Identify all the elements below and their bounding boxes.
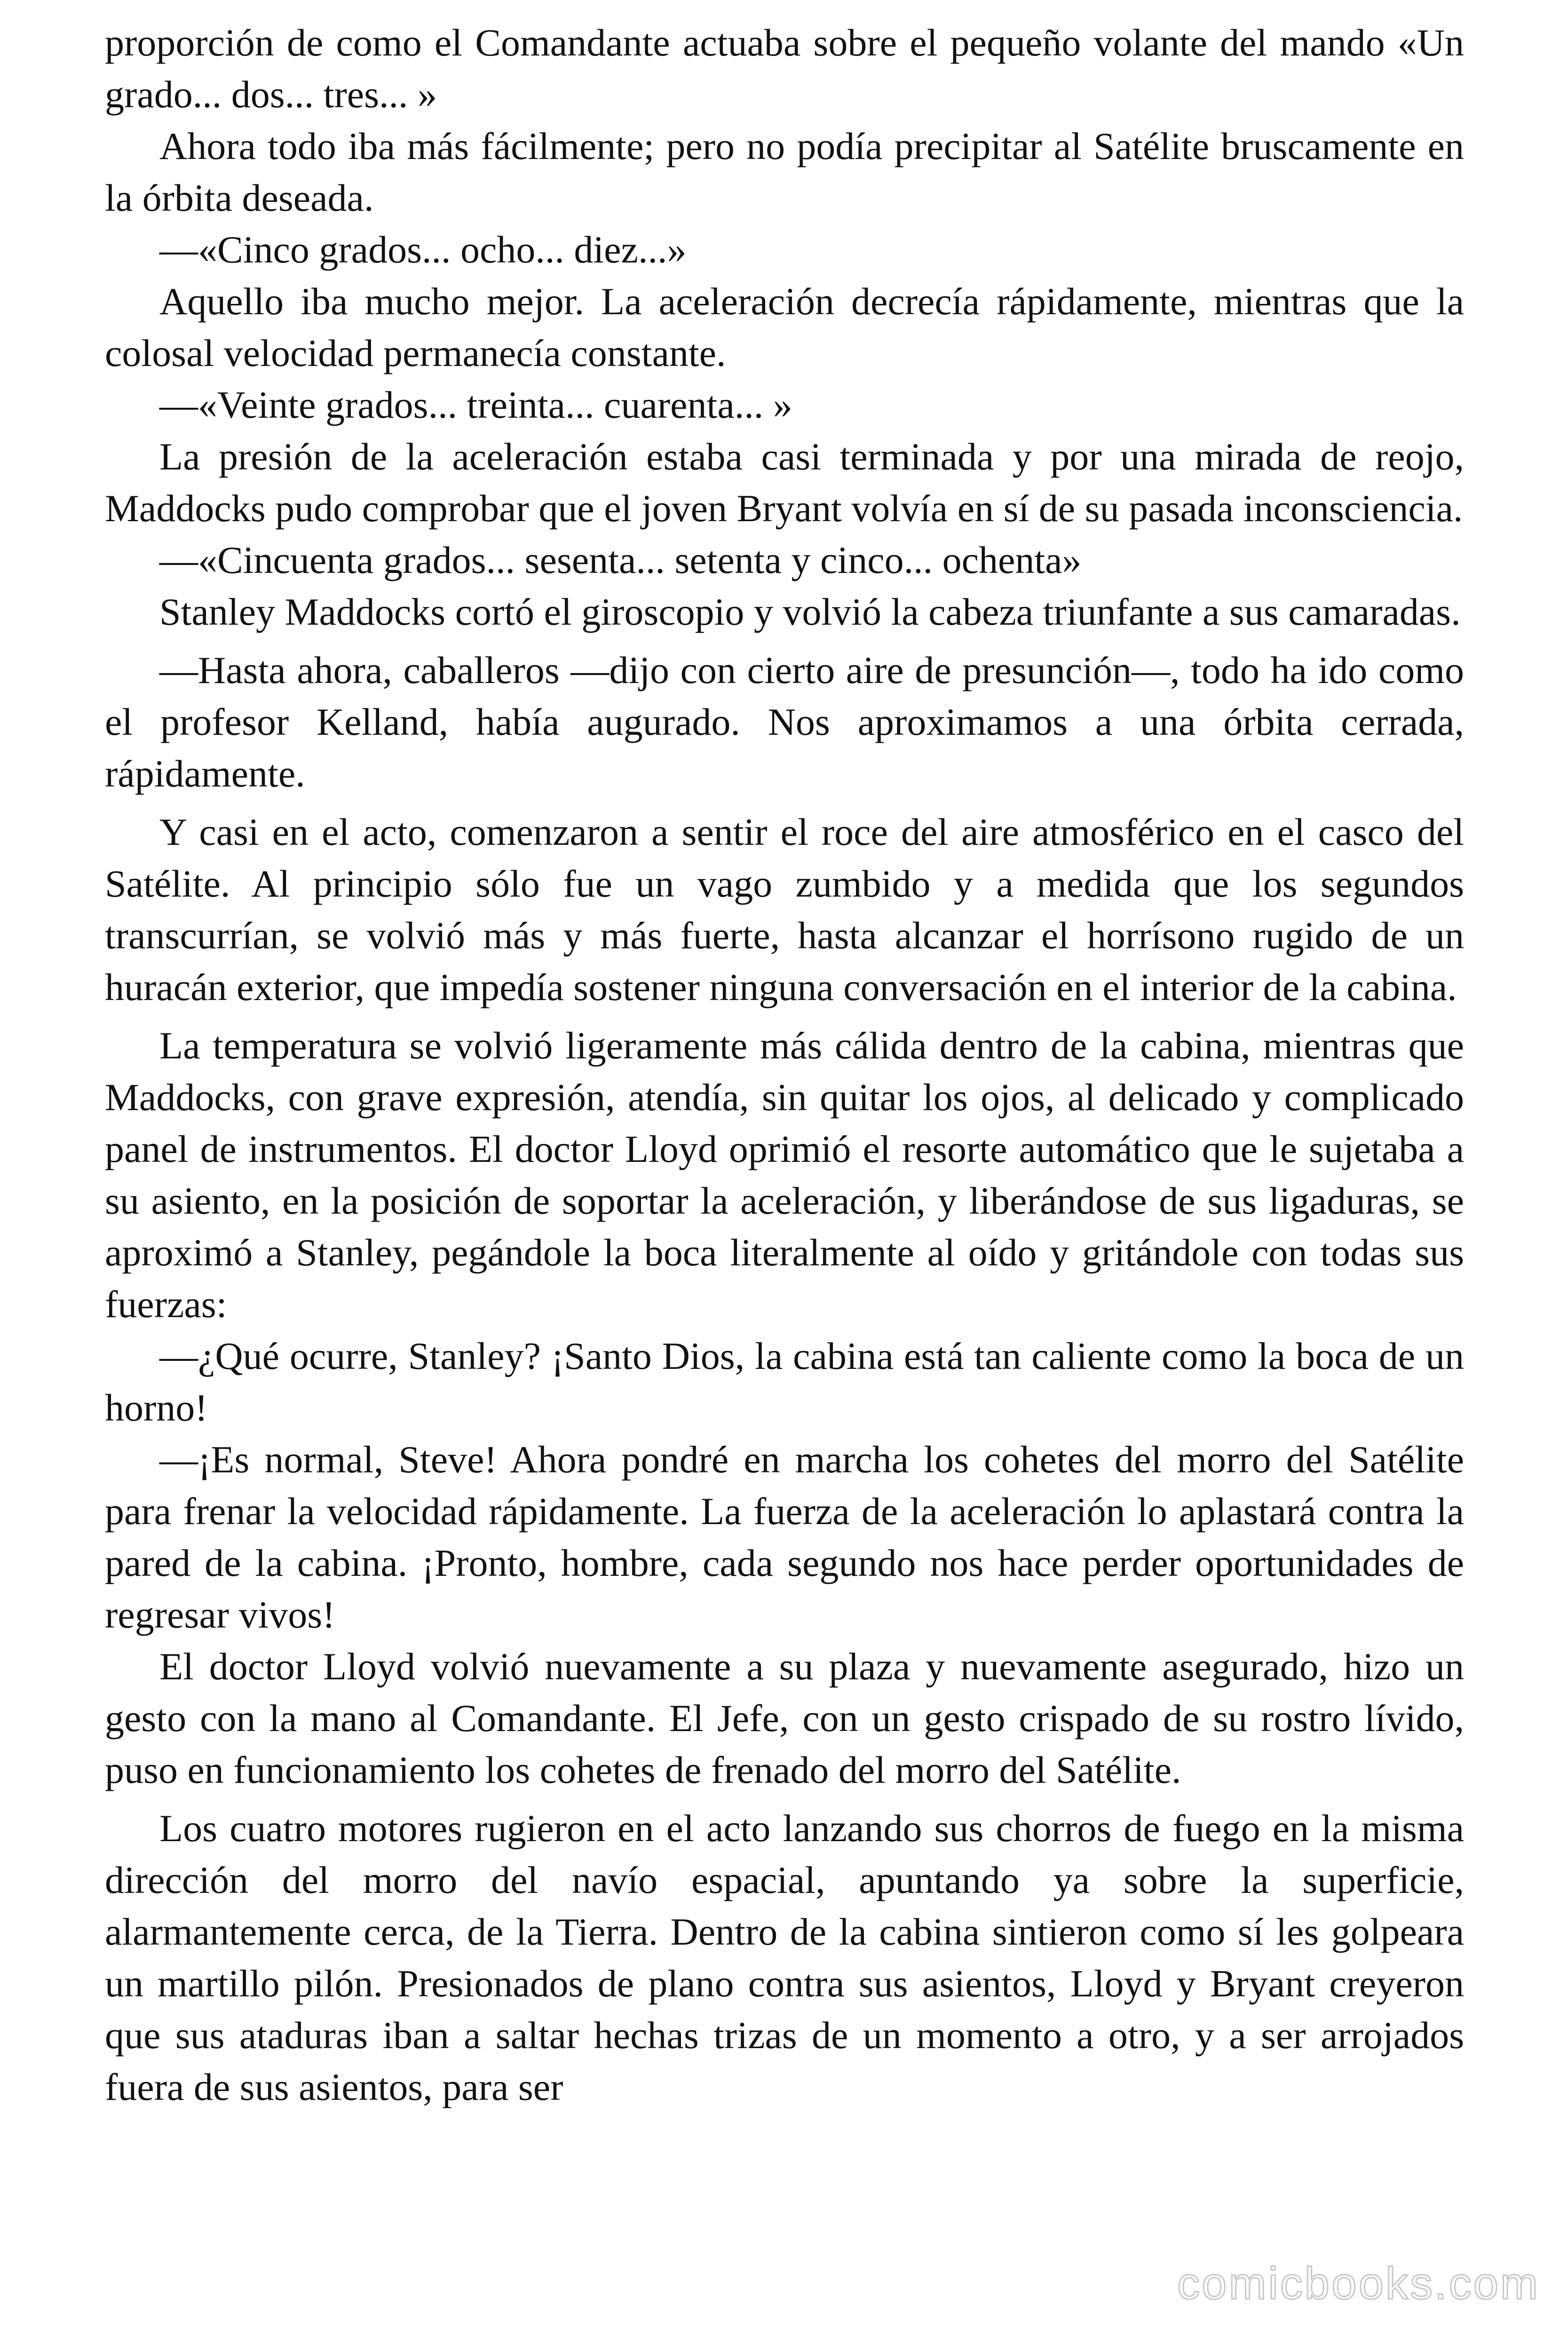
- paragraph-10: Y casi en el acto, comenzaron a sentir el roce del aire atmosférico en el casco del Satélite. Al principio sólo fue un vago zumbido y a medida que los segundos transcurrían, se volvió más y más fuerte, hasta alcanzar el horrísono rugido de un huracán exterior, que impedía sostener ninguna conversación en el interior de la cabina.: [105, 810, 1464, 1009]
- paragraph-12: —¿Qué ocurre, Stanley? ¡Santo Dios, la cabina está tan caliente como la boca de un horno!: [105, 1335, 1464, 1429]
- paragraph-6: La presión de la aceleración estaba casi terminada y por una mirada de reojo, Maddocks pudo comprobar que el joven Bryant volvía en sí de su pasada inconsciencia.: [105, 435, 1464, 530]
- paragraph-8: Stanley Maddocks cortó el giroscopio y volvió la cabeza triunfante a sus camaradas.: [159, 590, 1461, 633]
- paragraph-4: Aquello iba mucho mejor. La aceleración decrecía rápidamente, mientras que la colosal velocidad permanecía constante.: [105, 280, 1464, 374]
- paragraph-13: —¡Es normal, Steve! Ahora pondré en marcha los cohetes del morro del Satélite para frenar la velocidad rápidamente. La fuerza de la aceleración lo aplastará contra la pared de la cabina. ¡Pronto, hombre, cada segundo nos hace perder oportunidades de regresar vivos!: [105, 1438, 1464, 1636]
- paragraph-5: —«Veinte grados... treinta... cuarenta... »: [159, 383, 792, 426]
- paragraph-1: proporción de como el Comandante actuaba sobre el pequeño volante del mando «Un grado... dos... tres... »: [105, 21, 1464, 116]
- paragraph-3: —«Cinco grados... ocho... diez...»: [159, 228, 687, 271]
- paragraph-2: Ahora todo iba más fácilmente; pero no podía precipitar al Satélite bruscamente en la órbita deseada.: [105, 125, 1464, 219]
- paragraph-15: Los cuatro motores rugieron en el acto lanzando sus chorros de fuego en la misma dirección del morro del navío espacial, apuntando ya sobre la superficie, alarmantemente cerca, de la Tierra. Dentro de la cabina sintieron como sí les golpeara un martillo pilón. Presionados de plano contra sus asientos, Lloyd y Bryant creyeron que sus ataduras iban a saltar hechas trizas de un momento a otro, y a ser arrojados fuera de sus asientos, para ser: [105, 1807, 1464, 2108]
- paragraph-9: —Hasta ahora, caballeros —dijo con cierto aire de presunción—, todo ha ido como el profesor Kelland, había augurado. Nos aproximamos a una órbita cerrada, rápidamente.: [105, 649, 1464, 795]
- paragraph-11: La temperatura se volvió ligeramente más cálida dentro de la cabina, mientras que Maddocks, con grave expresión, atendía, sin quitar los ojos, al delicado y complicado panel de instrumentos. El doctor Lloyd oprimió el resorte automático que le sujetaba a su asiento, en la posición de soportar la aceleración, y liberándose de sus ligaduras, se aproximó a Stanley, pegándole la boca literalmente al oído y gritándole con todas sus fuerzas:: [105, 1024, 1464, 1326]
- paragraph-14: El doctor Lloyd volvió nuevamente a su plaza y nuevamente asegurado, hizo un gesto con la mano al Comandante. El Jefe, con un gesto crispado de su rostro lívido, puso en funcionamiento los cohetes de frenado del morro del Satélite.: [105, 1645, 1464, 1791]
- paragraph-7: —«Cincuenta grados... sesenta... setenta y cinco... ochenta»: [159, 539, 1082, 581]
- watermark-logo: comicbooks.com: [1177, 2258, 1540, 2309]
- book-page: [105, 17, 1464, 2113]
